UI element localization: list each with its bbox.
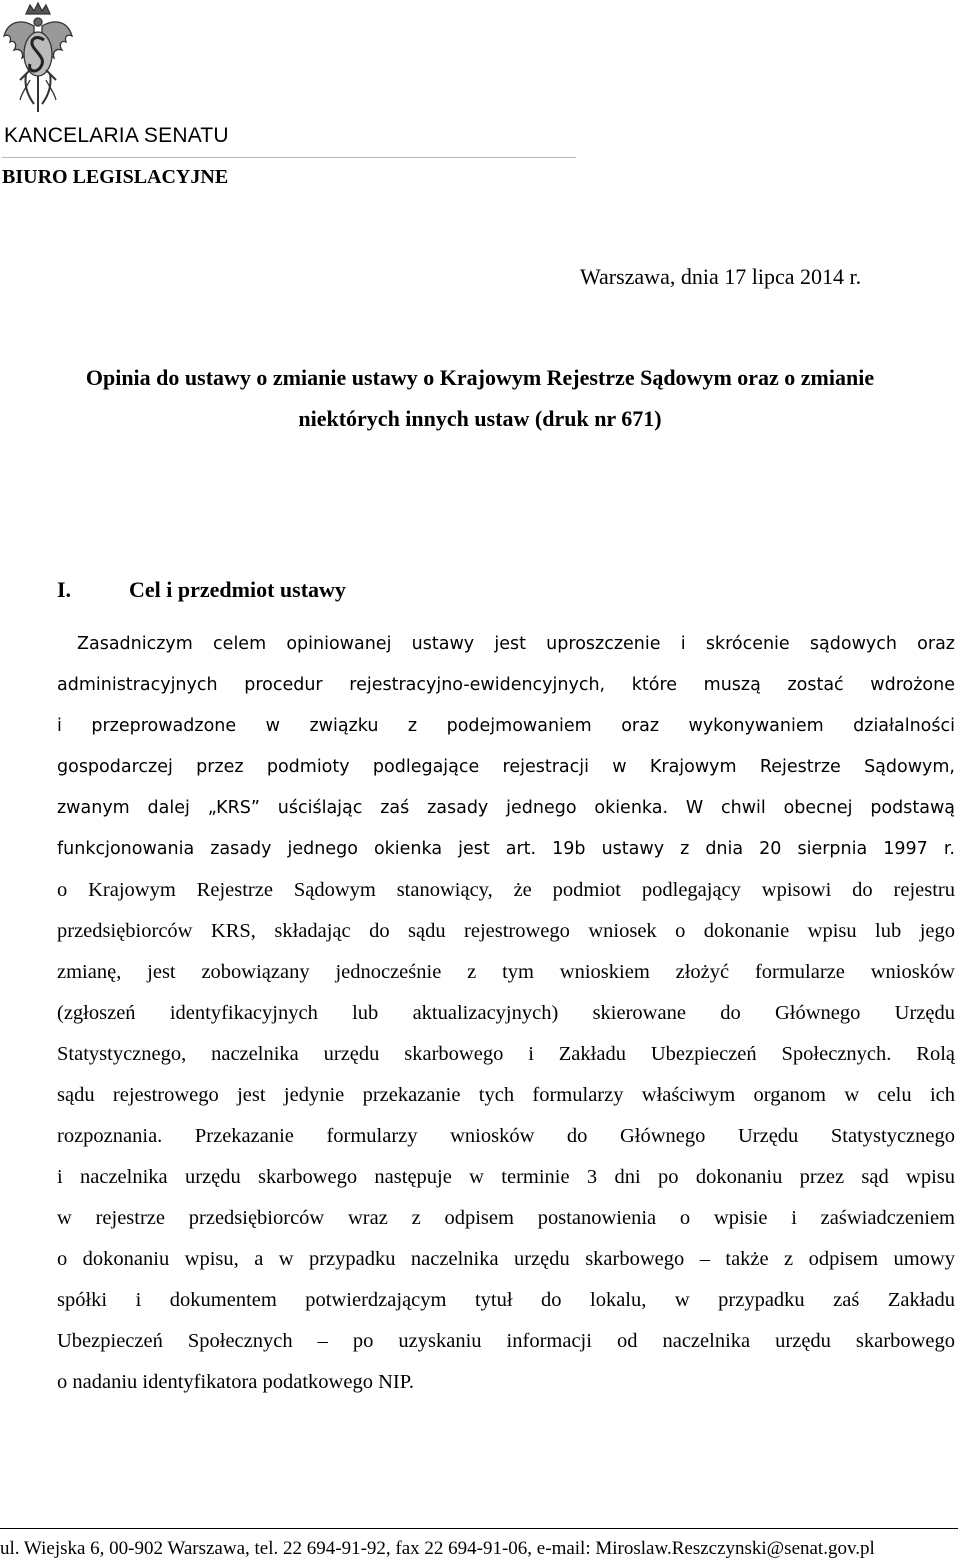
body-line: gospodarczej przez podmioty podlegające rejestracji w Krajowym Rejestrze Sądowym, bbox=[57, 757, 955, 777]
header-divider bbox=[2, 157, 576, 158]
footer-contact: ul. Wiejska 6, 00-902 Warszawa, tel. 22 694-91-92, fax 22 694-91-06, e-mail: Miroslaw.Reszczynski@senat.gov.pl bbox=[0, 1538, 875, 1559]
document-title-line-1: Opinia do ustawy o zmianie ustawy o Krajowym Rejestrze Sądowym oraz o zmianie bbox=[85, 365, 875, 390]
body-line: i przeprowadzone w związku z podejmowaniem oraz wykonywaniem działalności bbox=[57, 716, 955, 736]
body-line: w rejestrze przedsiębiorców wraz z odpisem postanowienia o wpisie i zaświadczeniem bbox=[57, 1207, 955, 1229]
body-line: o Krajowym Rejestrze Sądowym stanowiący, że podmiot podlegający wpisowi do rejestru bbox=[57, 879, 955, 901]
section-heading bbox=[57, 577, 346, 603]
body-line: przedsiębiorców KRS, składając do sądu rejestrowego wniosek o dokonanie wpisu lub jego bbox=[57, 920, 955, 942]
body-line: zwanym dalej „KRS” uściślając zaś zasady jednego okienka. W chwil obecnej podstawą bbox=[57, 798, 955, 818]
body-line: Statystycznego, naczelnika urzędu skarbowego i Zakładu Ubezpieczeń Społecznych. Rolą bbox=[57, 1043, 955, 1065]
organization-name: KANCELARIA SENATU bbox=[4, 124, 229, 147]
body-line: rozpoznania. Przekazanie formularzy wniosków do Głównego Urzędu Statystycznego bbox=[57, 1125, 955, 1147]
body-line: Ubezpieczeń Społecznych – po uzyskaniu informacji od naczelnika urzędu skarbowego bbox=[57, 1330, 955, 1352]
body-line: o nadaniu identyfikatora podatkowego NIP. bbox=[57, 1371, 414, 1393]
body-line: o dokonaniu wpisu, a w przypadku naczelnika urzędu skarbowego – także z odpisem umowy bbox=[57, 1248, 955, 1270]
document-title-line-2: niektórych innych ustaw (druk nr 671) bbox=[298, 406, 662, 431]
document-date: Warszawa, dnia 17 lipca 2014 r. bbox=[580, 264, 862, 289]
body-paragraph bbox=[57, 624, 955, 1403]
section-title: Cel i przedmiot ustawy bbox=[129, 577, 346, 602]
body-line: spółki i dokumentem potwierdzającym tytuł do lokalu, w przypadku zaś Zakładu bbox=[57, 1289, 955, 1311]
body-line: i naczelnika urzędu skarbowego następuje w terminie 3 dni po dokonaniu przez sąd wpisu bbox=[57, 1166, 955, 1188]
body-line: Zasadniczym celem opiniowanej ustawy jest uproszczenie i skrócenie sądowych oraz bbox=[77, 634, 955, 654]
body-line: (zgłoszeń identyfikacyjnych lub aktualizacyjnych) skierowane do Głównego Urzędu bbox=[57, 1002, 955, 1024]
body-line: funkcjonowania zasady jednego okienka jest art. 19b ustawy z dnia 20 sierpnia 1997 r. bbox=[57, 839, 955, 859]
section-number: I. bbox=[57, 577, 72, 602]
senate-eagle-emblem-icon bbox=[0, 0, 76, 118]
department-name: BIURO LEGISLACYJNE bbox=[2, 166, 229, 188]
body-line: administracyjnych procedur rejestracyjno-ewidencyjnych, które muszą zostać wdrożone bbox=[57, 675, 955, 695]
footer-divider bbox=[0, 1528, 958, 1529]
body-line: sądu rejestrowego jest jedynie przekazanie tych formularzy właściwym organom w celu ich bbox=[57, 1084, 955, 1106]
body-line: zmianę, jest zobowiązany jednocześnie z tym wnioskiem złożyć formularze wniosków bbox=[57, 961, 955, 983]
